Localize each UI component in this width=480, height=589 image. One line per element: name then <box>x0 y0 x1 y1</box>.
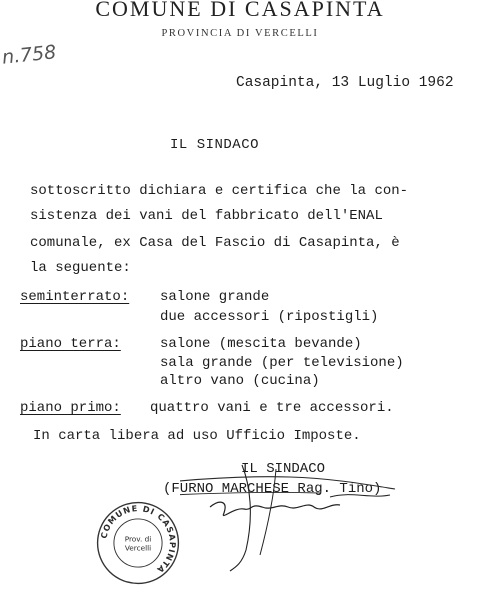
section-label-ground-floor: piano terra: <box>20 336 121 352</box>
body-line: comunale, ex Casa del Fascio di Casapinta, è <box>30 235 400 251</box>
room-item: altro vano (cucina) <box>160 373 320 389</box>
stamp-ring-text: COMUNE DI CASAPINTA <box>98 503 178 576</box>
province-subheading: PROVINCIA DI VERCELLI <box>161 28 319 39</box>
section-label-basement: seminterrato: <box>20 289 130 305</box>
stamp-center-line2: Vercelli <box>124 543 152 553</box>
municipal-stamp <box>95 500 181 586</box>
document-title: IL SINDACO <box>170 137 260 153</box>
room-item: sala grande (per televisione) <box>160 355 404 371</box>
body-line: sistenza dei vani del fabbricato dell'ENAL <box>30 208 383 224</box>
tax-office-note: In carta libera ad uso Ufficio Imposte. <box>33 428 361 444</box>
room-item: salone (mescita bevande) <box>160 336 362 352</box>
stamp-center-line1: Prov. di <box>124 534 152 544</box>
date-line: Casapinta, 13 Luglio 1962 <box>236 75 454 91</box>
signatory-role: IL SINDACO <box>241 461 326 477</box>
signatory-name: (FURNO MARCHESE Rag. Tino) <box>163 481 382 497</box>
municipality-heading: COMUNE DI CASAPINTA <box>95 0 385 21</box>
room-item: quattro vani e tre accessori. <box>150 400 394 416</box>
room-item: due accessori (ripostigli) <box>160 309 379 325</box>
protocol-number: n.758 <box>0 41 58 69</box>
room-item: salone grande <box>160 289 270 305</box>
section-label-first-floor: piano primo: <box>20 400 121 416</box>
body-line: la seguente: <box>30 260 131 276</box>
body-line: sottoscritto dichiara e certifica che la con- <box>30 183 409 199</box>
handwritten-signature <box>180 455 400 575</box>
